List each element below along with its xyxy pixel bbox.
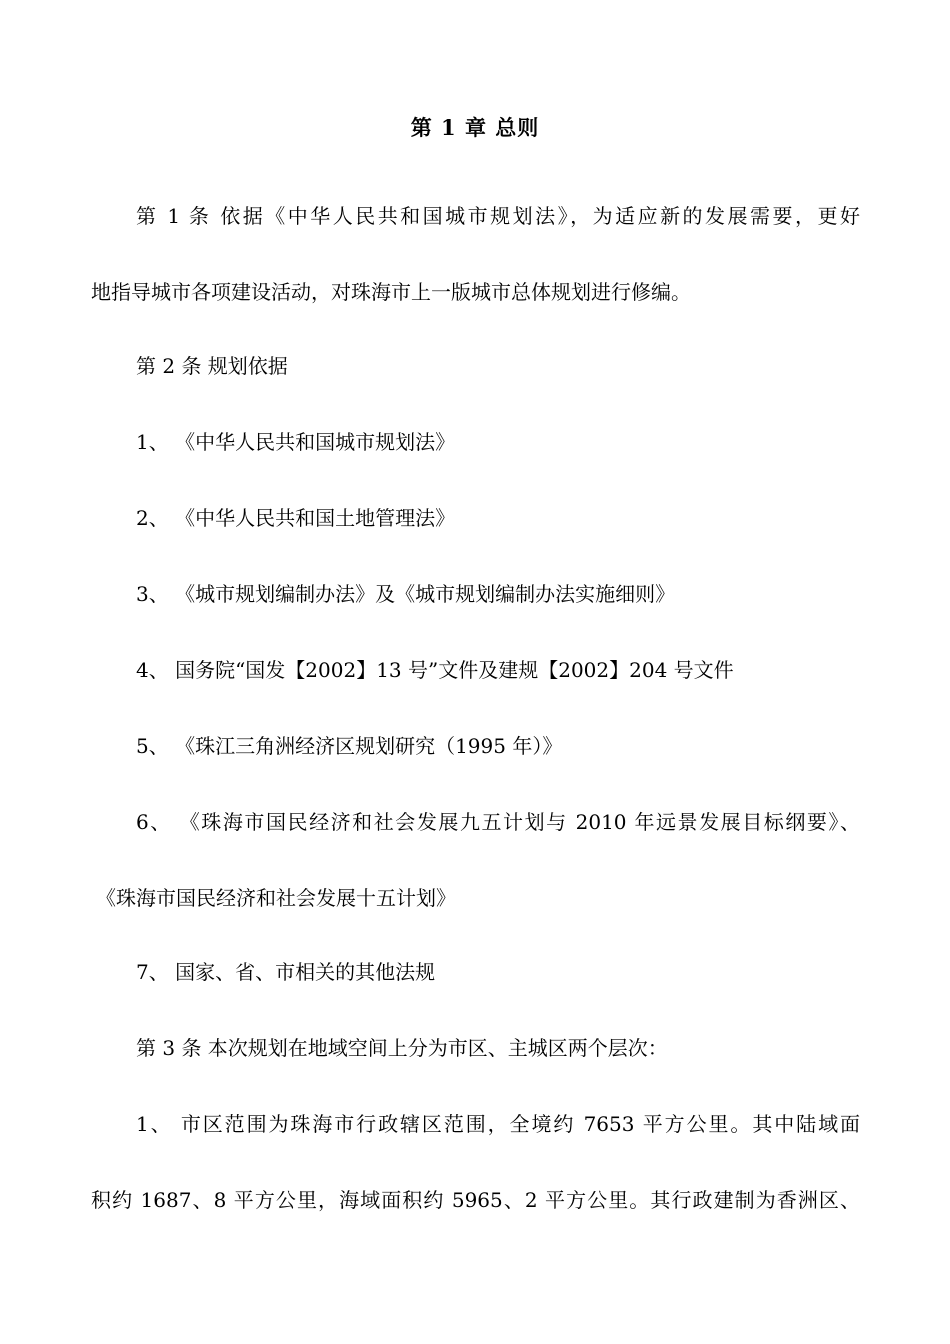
basis-item-6-line-1: 6、 《珠海市国民经济和社会发展九五计划与 2010 年远景发展目标纲要》、 (136, 810, 860, 834)
scope-item-1-line-1: 1、 市区范围为珠海市行政辖区范围，全境约 7653 平方公里。其中陆域面 (136, 1112, 860, 1136)
scope-item-1-line-2: 积约 1687、8 平方公里，海域面积约 5965、2 平方公里。其行政建制为香洲区、 (91, 1188, 860, 1212)
basis-item-1: 1、 《中华人民共和国城市规划法》 (136, 430, 456, 454)
basis-item-6-line-2: 《珠海市国民经济和社会发展十五计划》 (96, 886, 456, 910)
basis-item-4: 4、 国务院“国发【2002】13 号”文件及建规【2002】204 号文件 (136, 658, 734, 682)
article-2-heading: 第 2 条 规划依据 (136, 354, 288, 378)
chapter-title: 第 1 章 总则 (410, 115, 540, 140)
basis-item-5: 5、 《珠江三角洲经济区规划研究（1995 年）》 (136, 734, 563, 758)
basis-item-7: 7、 国家、省、市相关的其他法规 (136, 960, 436, 984)
basis-item-3: 3、 《城市规划编制办法》及《城市规划编制办法实施细则》 (136, 582, 676, 606)
basis-item-2: 2、 《中华人民共和国土地管理法》 (136, 506, 456, 530)
article-1-line-1: 第 1 条 依据《中华人民共和国城市规划法》，为适应新的发展需要，更好 (136, 204, 860, 228)
article-1-line-2: 地指导城市各项建设活动，对珠海市上一版城市总体规划进行修编。 (91, 280, 691, 304)
article-3-heading: 第 3 条 本次规划在地域空间上分为市区、主城区两个层次： (136, 1036, 668, 1060)
